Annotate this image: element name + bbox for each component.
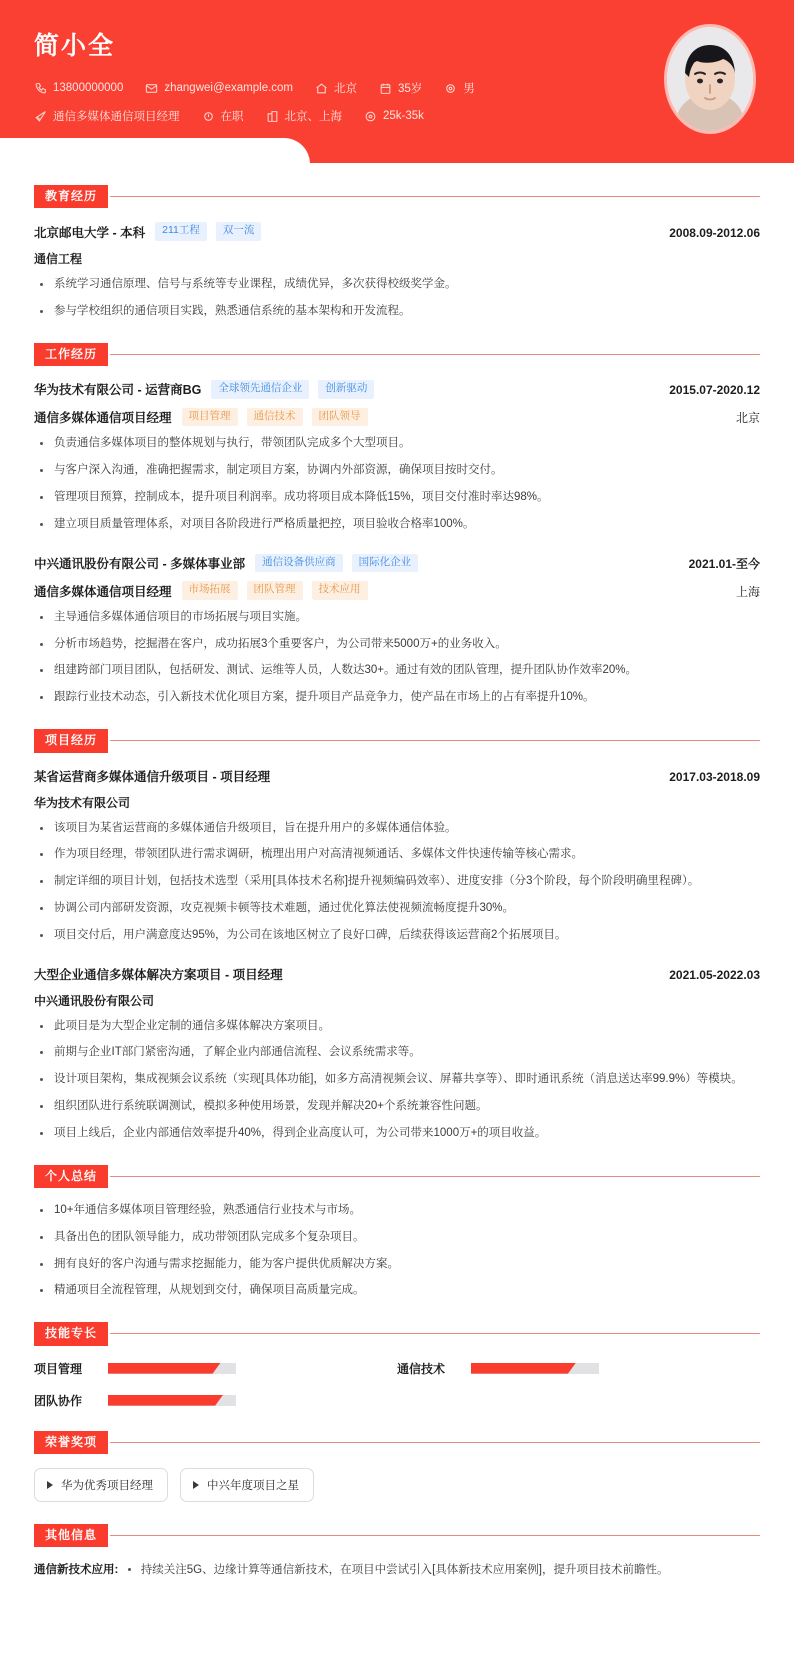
header-corner-notch bbox=[0, 138, 310, 163]
work-company-block bbox=[34, 380, 383, 399]
list-item: 协调公司内部研发资源，攻克视频卡顿等技术难题，通过优化算法使视频流畅度提升30%。 bbox=[36, 900, 760, 918]
work-role-tag: 团队管理 bbox=[247, 581, 303, 600]
resume-body bbox=[0, 185, 794, 1620]
rocket-icon bbox=[34, 110, 47, 123]
project-name: 某省运营商多媒体通信升级项目 - 项目经理 bbox=[34, 769, 271, 784]
contact-age bbox=[379, 80, 422, 96]
list-item: 该项目为某省运营商的多媒体通信升级项目，旨在提升用户的多媒体通信体验。 bbox=[36, 820, 760, 838]
list-item: 项目上线后，企业内部通信效率提升40%，得到企业高度认可，为公司带来1000万+的项目收益。 bbox=[36, 1125, 760, 1143]
skill-bar-track bbox=[471, 1363, 599, 1374]
contact-location-text: 北京 bbox=[334, 83, 358, 95]
work-role-tag: 团队领导 bbox=[312, 408, 368, 427]
play-triangle-icon bbox=[47, 1481, 53, 1489]
section-rule bbox=[110, 196, 760, 197]
education-period: 2008.09-2012.06 bbox=[669, 225, 760, 240]
contact-phone-text: 13800000000 bbox=[53, 82, 124, 94]
resume-header bbox=[0, 0, 794, 163]
list-item: 与客户深入沟通，准确把握需求，制定项目方案，协调内外部资源，确保项目按时交付。 bbox=[36, 462, 760, 480]
skill-label: 团队协作 bbox=[34, 1393, 83, 1408]
target-city-text: 北京、上海 bbox=[284, 111, 342, 123]
contact-row-primary bbox=[34, 80, 764, 96]
contact-location bbox=[315, 80, 357, 96]
city-icon bbox=[266, 110, 279, 123]
project-bullets bbox=[36, 820, 760, 945]
section-other bbox=[34, 1524, 760, 1580]
education-tag: 211工程 bbox=[155, 222, 207, 241]
bullet-dot-icon bbox=[128, 1568, 131, 1571]
section-rule bbox=[110, 1176, 760, 1177]
section-title-education: 教育经历 bbox=[34, 185, 108, 208]
target-city bbox=[266, 108, 343, 124]
work-company-tag: 通信设备供应商 bbox=[255, 554, 343, 573]
job-status bbox=[202, 108, 244, 124]
list-item: 负责通信多媒体项目的整体规划与执行，带领团队完成多个大型项目。 bbox=[36, 435, 760, 453]
list-item: 10+年通信多媒体项目管理经验，熟悉通信行业技术与市场。 bbox=[36, 1202, 760, 1220]
work-role-tag: 通信技术 bbox=[247, 408, 303, 427]
section-rule bbox=[110, 354, 760, 355]
job-status-text: 在职 bbox=[220, 111, 244, 123]
work-role-tag: 市场拓展 bbox=[182, 581, 238, 600]
section-header-skills bbox=[34, 1322, 760, 1345]
other-info-line bbox=[34, 1561, 760, 1579]
skill-item bbox=[34, 1360, 397, 1377]
skill-list bbox=[34, 1360, 760, 1409]
list-item: 具备出色的团队领导能力，成功带领团队完成多个复杂项目。 bbox=[36, 1229, 760, 1247]
section-header-projects bbox=[34, 729, 760, 752]
contact-age-text: 35岁 bbox=[398, 83, 423, 95]
project-name: 大型企业通信多媒体解决方案项目 - 项目经理 bbox=[34, 967, 283, 982]
page-title: 简小全 bbox=[34, 32, 116, 60]
work-bullets bbox=[36, 609, 760, 707]
skill-bar-fill bbox=[108, 1363, 221, 1374]
work-company: 中兴通讯股份有限公司 - 多媒体事业部 bbox=[34, 556, 246, 571]
project-entry bbox=[34, 965, 760, 1143]
work-role-block bbox=[34, 408, 377, 427]
work-location: 上海 bbox=[735, 584, 760, 599]
list-item: 组织团队进行系统联调测试，模拟多种使用场景，发现并解决20+个系统兼容性问题。 bbox=[36, 1098, 760, 1116]
contact-row-secondary bbox=[34, 108, 764, 124]
list-item: 前期与企业IT部门紧密沟通，了解企业内部通信流程、会议系统需求等。 bbox=[36, 1044, 760, 1062]
list-item: 组建跨部门项目团队，包括研发、测试、运维等人员，人数达30+。通过有效的团队管理，提升团队协作效率20%。 bbox=[36, 662, 760, 680]
list-item: 设计项目架构，集成视频会议系统（实现[具体功能]，如多方高清视频会议、屏幕共享等）、即时通讯系统（消息送达率99.9%）等模块。 bbox=[36, 1071, 760, 1089]
list-item: 拥有良好的客户沟通与需求挖掘能力，能为客户提供优质解决方案。 bbox=[36, 1256, 760, 1274]
work-role-row bbox=[34, 581, 760, 600]
play-triangle-icon bbox=[193, 1481, 199, 1489]
contact-gender-text: 男 bbox=[463, 83, 475, 95]
list-item: 项目交付后，用户满意度达95%，为公司在该地区树立了良好口碑，后续获得该运营商2个拓展项目。 bbox=[36, 927, 760, 945]
home-icon bbox=[315, 82, 328, 95]
work-role: 通信多媒体通信项目经理 bbox=[34, 584, 172, 599]
list-item: 分析市场趋势，挖掘潜在客户，成功拓展3个重要客户，为公司带来5000万+的业务收入。 bbox=[36, 636, 760, 654]
work-company: 华为技术有限公司 - 运营商BG bbox=[34, 383, 202, 398]
work-company-tag: 创新驱动 bbox=[318, 380, 374, 399]
section-title-awards: 荣誉奖项 bbox=[34, 1431, 108, 1454]
mail-icon bbox=[145, 82, 158, 95]
work-company-row bbox=[34, 554, 760, 573]
section-education bbox=[34, 185, 760, 321]
work-company-tag: 全球领先通信企业 bbox=[211, 380, 309, 399]
list-item: 管理项目预算，控制成本，提升项目利润率。成功将项目成本降低15%，项目交付准时率达98%。 bbox=[36, 489, 760, 507]
salary-expectation bbox=[364, 110, 424, 123]
education-entry-head bbox=[34, 222, 760, 241]
project-entry bbox=[34, 767, 760, 945]
avatar bbox=[664, 24, 756, 134]
skill-label: 项目管理 bbox=[34, 1361, 83, 1376]
project-company: 华为技术有限公司 bbox=[34, 795, 131, 810]
contact-email bbox=[145, 82, 293, 95]
gender-icon bbox=[444, 82, 457, 95]
project-period: 2017.03-2018.09 bbox=[669, 769, 760, 784]
skill-bar-fill bbox=[471, 1363, 576, 1374]
target-position bbox=[34, 108, 180, 124]
work-role-block bbox=[34, 581, 377, 600]
education-entry bbox=[34, 222, 760, 320]
project-company: 中兴通讯股份有限公司 bbox=[34, 993, 155, 1008]
skill-item bbox=[397, 1360, 760, 1377]
list-item: 作为项目经理，带领团队进行需求调研，梳理出用户对高清视频通话、多媒体文件快速传输等核心需求。 bbox=[36, 846, 760, 864]
award-chip[interactable] bbox=[34, 1468, 168, 1502]
project-bullets bbox=[36, 1018, 760, 1143]
skill-label: 通信技术 bbox=[397, 1361, 446, 1376]
section-projects bbox=[34, 729, 760, 1143]
section-skills bbox=[34, 1322, 760, 1408]
project-title-row bbox=[34, 965, 760, 983]
skill-item bbox=[34, 1392, 397, 1409]
work-role-row bbox=[34, 408, 760, 427]
education-bullets bbox=[36, 276, 760, 321]
work-entry bbox=[34, 380, 760, 534]
section-title-work: 工作经历 bbox=[34, 343, 108, 366]
summary-bullets bbox=[36, 1202, 760, 1300]
work-role: 通信多媒体通信项目经理 bbox=[34, 411, 172, 425]
work-company-tag: 国际化企业 bbox=[352, 554, 419, 573]
section-title-skills: 技能专长 bbox=[34, 1322, 108, 1345]
section-rule bbox=[110, 1442, 760, 1443]
list-item: 主导通信多媒体通信项目的市场拓展与项目实施。 bbox=[36, 609, 760, 627]
award-chip[interactable] bbox=[180, 1468, 314, 1502]
work-entry bbox=[34, 554, 760, 708]
work-role-tag: 技术应用 bbox=[312, 581, 368, 600]
section-header-other bbox=[34, 1524, 760, 1547]
section-header-summary bbox=[34, 1165, 760, 1188]
work-role-tag: 项目管理 bbox=[182, 408, 238, 427]
section-header-work bbox=[34, 343, 760, 366]
education-major: 通信工程 bbox=[34, 252, 83, 267]
education-school-block bbox=[34, 222, 270, 241]
section-work bbox=[34, 343, 760, 707]
list-item: 此项目是为大型企业定制的通信多媒体解决方案项目。 bbox=[36, 1018, 760, 1036]
project-title-row bbox=[34, 767, 760, 785]
status-icon bbox=[202, 110, 215, 123]
award-list bbox=[34, 1468, 760, 1502]
award-label: 中兴年度项目之星 bbox=[207, 1480, 299, 1493]
section-header-awards bbox=[34, 1431, 760, 1454]
section-title-projects: 项目经历 bbox=[34, 729, 108, 752]
contact-phone bbox=[34, 82, 123, 95]
section-rule bbox=[110, 1333, 760, 1334]
list-item: 制定详细的项目计划，包括技术选型（采用[具体技术名称]提升视频编码效率）、进度安排（分3个阶段，每个阶段明确里程碑）。 bbox=[36, 873, 760, 891]
work-location: 北京 bbox=[735, 411, 760, 425]
section-header-education bbox=[34, 185, 760, 208]
education-tag: 双一流 bbox=[216, 222, 262, 241]
other-info-text: 持续关注5G、边缘计算等通信新技术，在项目中尝试引入[具体新技术应用案例]，提升项目技术前瞻性。 bbox=[140, 1564, 669, 1577]
skill-bar-fill bbox=[108, 1395, 223, 1406]
phone-icon bbox=[34, 82, 47, 95]
project-period: 2021.05-2022.03 bbox=[669, 967, 760, 982]
education-school: 北京邮电大学 - 本科 bbox=[34, 225, 146, 240]
other-info-label: 通信新技术应用: bbox=[34, 1564, 119, 1577]
skill-bar-track bbox=[108, 1395, 236, 1406]
salary-expectation-text: 25k-35k bbox=[383, 110, 424, 122]
work-company-block bbox=[34, 554, 427, 573]
list-item: 跟踪行业技术动态，引入新技术优化项目方案，提升项目产品竞争力，使产品在市场上的占有率提升10%。 bbox=[36, 689, 760, 707]
skill-bar-track bbox=[108, 1363, 236, 1374]
section-title-other: 其他信息 bbox=[34, 1524, 108, 1547]
target-position-text: 通信多媒体通信项目经理 bbox=[53, 111, 180, 123]
contact-email-text: zhangwei@example.com bbox=[164, 82, 294, 94]
salary-icon bbox=[364, 110, 377, 123]
list-item: 精通项目全流程管理，从规划到交付，确保项目高质量完成。 bbox=[36, 1282, 760, 1300]
list-item: 参与学校组织的通信项目实践，熟悉通信系统的基本架构和开发流程。 bbox=[36, 303, 760, 321]
calendar-icon bbox=[379, 82, 392, 95]
contact-gender bbox=[444, 80, 475, 96]
section-awards bbox=[34, 1431, 760, 1502]
section-title-summary: 个人总结 bbox=[34, 1165, 108, 1188]
work-company-row bbox=[34, 380, 760, 399]
work-period: 2021.01-至今 bbox=[688, 556, 760, 571]
section-rule bbox=[110, 740, 760, 741]
award-label: 华为优秀项目经理 bbox=[61, 1480, 153, 1493]
section-rule bbox=[110, 1535, 760, 1536]
work-period: 2015.07-2020.12 bbox=[669, 383, 760, 398]
list-item: 系统学习通信原理、信号与系统等专业课程，成绩优异，多次获得校级奖学金。 bbox=[36, 276, 760, 294]
work-bullets bbox=[36, 435, 760, 533]
list-item: 建立项目质量管理体系，对项目各阶段进行严格质量把控，项目验收合格率100%。 bbox=[36, 516, 760, 534]
section-summary bbox=[34, 1165, 760, 1301]
